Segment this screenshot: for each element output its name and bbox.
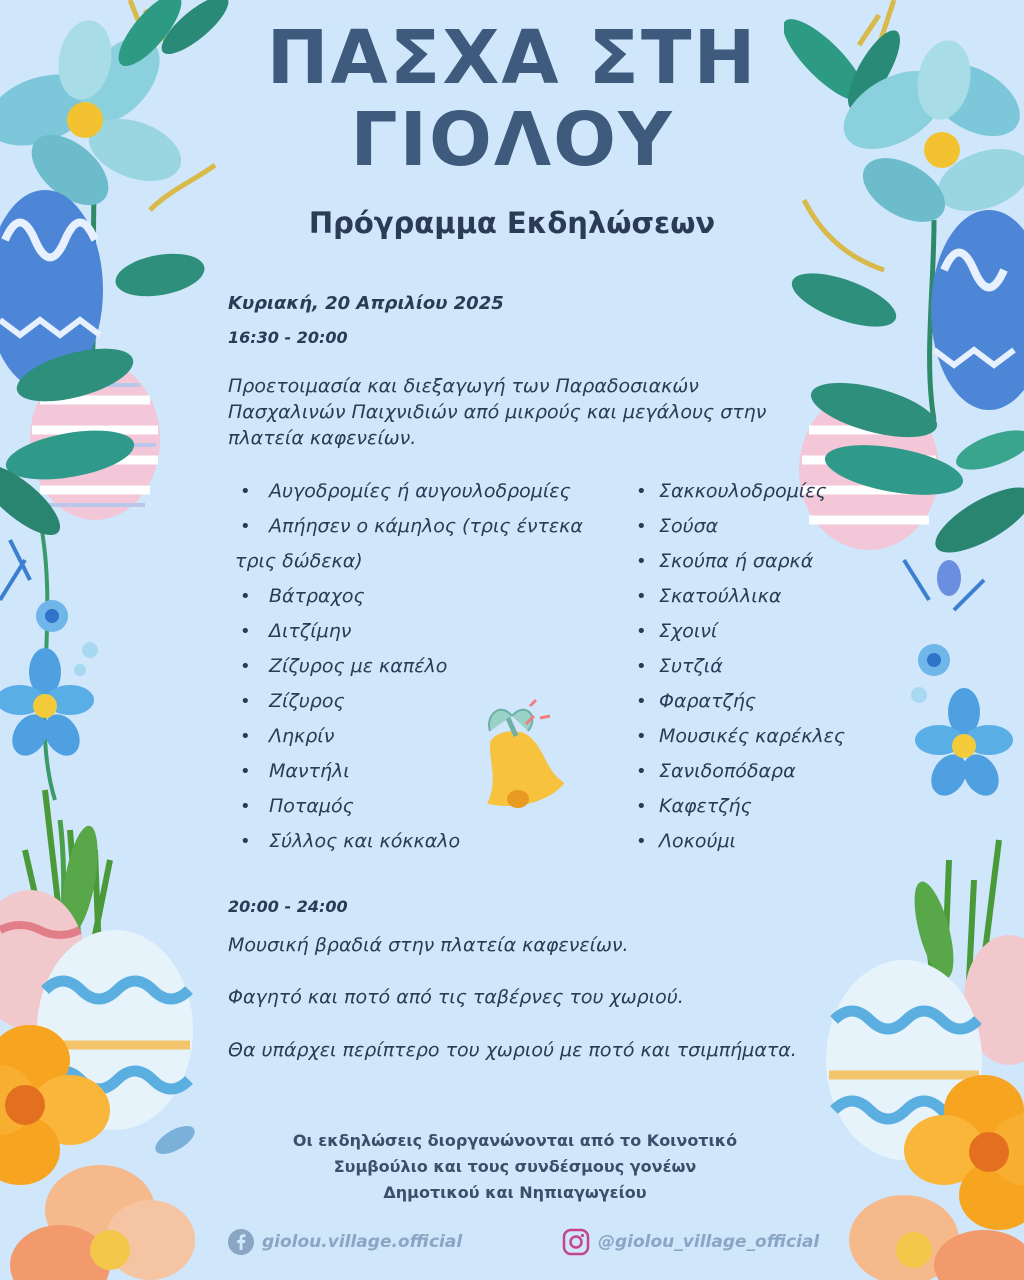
blue-flower-left-1 xyxy=(36,600,68,632)
blue-egg-right xyxy=(931,210,1024,410)
list-item: • Ζίζυρος με καπέλο xyxy=(240,649,620,684)
session-2-line: Φαγητό και ποτό από τις ταβέρνες του χωριού. xyxy=(228,986,684,1008)
description-line: πλατεία καφενείων. xyxy=(228,427,417,449)
bullet: • xyxy=(240,656,251,677)
session-2-line: Θα υπάρχει περίπτερο του χωριού με ποτό και τσιμπήματα. xyxy=(228,1039,797,1061)
list-item: • Ζίζυρος xyxy=(240,684,620,719)
session-1-time: 16:30 - 20:00 xyxy=(228,328,348,347)
description-line: Προετοιμασία και διεξαγωγή των Παραδοσιακών xyxy=(228,375,699,397)
bullet: • xyxy=(636,621,647,642)
list-item: • Διτζίμην xyxy=(240,614,620,649)
instagram-handle[interactable] xyxy=(562,1228,819,1256)
facebook-handle[interactable] xyxy=(228,1228,462,1256)
event-date: Κυριακή, 20 Απριλίου 2025 xyxy=(228,293,504,314)
bullet: • xyxy=(636,691,647,712)
bullet: • xyxy=(240,586,251,607)
list-item: • Σανιδοπόδαρα xyxy=(636,754,896,789)
list-item: • Μουσικές καρέκλες xyxy=(636,719,896,754)
list-item: • Σούσα xyxy=(636,509,896,544)
bullet: • xyxy=(240,621,251,642)
blue-flower-right-2 xyxy=(915,688,1013,802)
list-item: • Σύλλος και κόκκαλο xyxy=(240,824,620,859)
facebook-handle-text: giolou.village.official xyxy=(262,1232,463,1252)
description-line: Πασχαλινών Παιχνιδιών από μικρούς και μεγάλους στην xyxy=(228,401,767,423)
list-item: • Σακκουλοδρομίες xyxy=(636,474,896,509)
list-item: • Ληκρίν xyxy=(240,719,620,754)
floral-border-left xyxy=(0,0,240,1280)
bullet: • xyxy=(240,726,251,747)
instagram-icon xyxy=(562,1228,590,1256)
bullet: • xyxy=(636,761,647,782)
list-item: • Λοκούμι xyxy=(636,824,896,859)
list-item: • Απήησεν ο κάμηλος (τρις έντεκα xyxy=(240,509,620,544)
list-item: • Σκούπα ή σαρκά xyxy=(636,544,896,579)
list-item: • Αυγοδρομίες ή αυγουλοδρομίες xyxy=(240,474,620,509)
list-item: • Ποταμός xyxy=(240,789,620,824)
bullet: • xyxy=(240,796,251,817)
session-1-description xyxy=(228,373,828,451)
bullet: • xyxy=(240,691,251,712)
bullet: • xyxy=(636,726,647,747)
bullet: • xyxy=(240,481,251,502)
teal-flower-top-left xyxy=(0,16,190,219)
list-item: • Συτζιά xyxy=(636,649,896,684)
list-item: • Σκατούλλικα xyxy=(636,579,896,614)
facebook-icon xyxy=(228,1229,254,1255)
list-item-continuation: τρις δώδεκα) xyxy=(235,550,363,572)
bullet: • xyxy=(240,516,251,537)
list-item: • Φαρατζής xyxy=(636,684,896,719)
session-2-line: Μουσική βραδιά στην πλατεία καφενείων. xyxy=(228,934,629,956)
list-item: • Σχοινί xyxy=(636,614,896,649)
blue-flower-right-1 xyxy=(918,644,950,676)
bullet: • xyxy=(240,831,251,852)
games-list-right xyxy=(636,474,896,859)
organizers-line: Δημοτικού και Νηπιαγωγείου xyxy=(383,1183,647,1202)
session-2-time: 20:00 - 24:00 xyxy=(228,897,348,916)
bullet: • xyxy=(636,551,647,572)
bullet: • xyxy=(636,831,647,852)
bullet: • xyxy=(636,481,647,502)
list-item: • Βάτραχος xyxy=(240,579,620,614)
poster-title-line-2: ΓΙΟΛΟΥ xyxy=(350,97,674,183)
bullet: • xyxy=(636,586,647,607)
bullet: • xyxy=(636,656,647,677)
list-item: • Καφετζής xyxy=(636,789,896,824)
organizers-line: Συμβούλιο και τους συνδέσμους γονέων xyxy=(333,1157,697,1176)
organizers-note xyxy=(240,1128,790,1206)
bullet: • xyxy=(636,516,647,537)
bullet: • xyxy=(636,796,647,817)
poster-title-line-1: ΠΑΣΧΑ ΣΤΗ xyxy=(266,15,758,101)
instagram-handle-text: @giolou_village_official xyxy=(598,1232,820,1252)
poster-subtitle: Πρόγραμμα Εκδηλώσεων xyxy=(308,206,716,240)
list-item: • Μαντήλι xyxy=(240,754,620,789)
organizers-line: Οι εκδηλώσεις διοργανώνονται από το Κοινοτικό xyxy=(292,1131,738,1150)
bell-icon xyxy=(460,696,564,812)
bullet: • xyxy=(240,761,251,782)
